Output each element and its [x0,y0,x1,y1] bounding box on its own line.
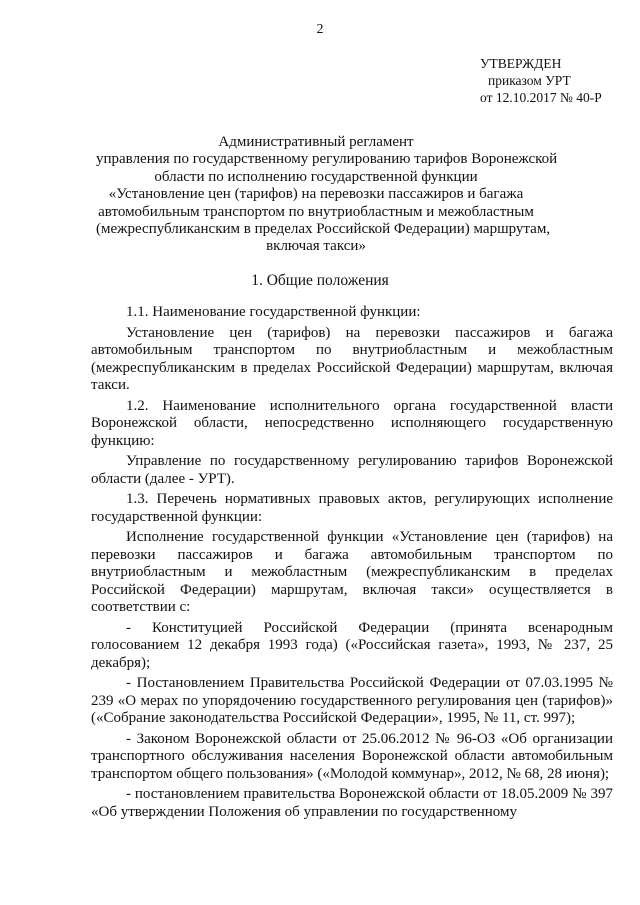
paragraph: Исполнение государственной функции «Установление цен (тарифов) на перевозки пассажиров и багажа автомобильным транспортом по внутриобластным и межобластным (межреспубликанским в пределах Российской Федерации) маршрутам, включая такси» осуществляется в соответствии с: [91,529,613,615]
document-body [91,304,613,824]
list-item: - Законом Воронежской области от 25.06.2012 № 96-ОЗ «Об организации транспортного обслуживания населения Воронежской области автомобильным транспортом общего пользования» («Молодой коммунар», 2012, № 68, 28 июня); [91,730,613,782]
paragraph: 1.2. Наименование исполнительного органа государственной власти Воронежской области, непосредственно исполняющего государственную функцию: [91,397,613,449]
list-item: - постановлением правительства Воронежской области от 18.05.2009 № 397 «Об утверждении Положения об управлении по государственному [91,786,613,820]
title-line: «Установление цен (тарифов) на перевозки пассажиров и багажа [108,186,524,203]
approval-stamp [480,55,602,106]
page-number: 2 [316,22,324,37]
title-line: управления по государственному регулированию тарифов Воронежской [96,151,558,168]
title-line: (межреспубликанским в пределах Российской Федерации) маршрутам, [96,221,551,238]
title-line: Административный регламент [218,134,414,150]
title-line: включая такси» [266,238,366,255]
document-title [96,134,558,256]
paragraph: 1.3. Перечень нормативных правовых актов, регулирующих исполнение государственной функции: [91,491,613,525]
paragraph: 1.1. Наименование государственной функции: [126,304,421,320]
title-line: области по исполнению государственной функции [154,168,478,185]
list-item: - Конституцией Российской Федерации (принята всенародным голосованием 12 декабря 1993 года) («Российская газета», 1993, № 237, 25 декабря); [91,619,613,671]
paragraph: Управление по государственному регулированию тарифов Воронежской области (далее - УРТ). [91,453,613,487]
paragraph: Установление цен (тарифов) на перевозки пассажиров и багажа автомобильным транспортом по внутриобластным и межобластным (межреспубликанским в пределах Российской Федерации) маршрутам, включая такси. [91,324,613,393]
list-item: - Постановлением Правительства Российской Федерации от 07.03.1995 № 239 «О мерах по упорядочению государственного регулирования цен (тарифов)» («Собрание законодательства Российской Федерации», 1995, № 11, ст. 997); [91,675,613,726]
title-line: автомобильным транспортом по внутриобластным и межобластным [98,203,534,220]
section-heading: 1. Общие положения [251,272,389,289]
approval-line-date-number: от 12.10.2017 № 40-Р [480,90,602,105]
approval-line-order: приказом УРТ [488,73,571,88]
approval-line-approved: УТВЕРЖДЕН [480,56,562,71]
